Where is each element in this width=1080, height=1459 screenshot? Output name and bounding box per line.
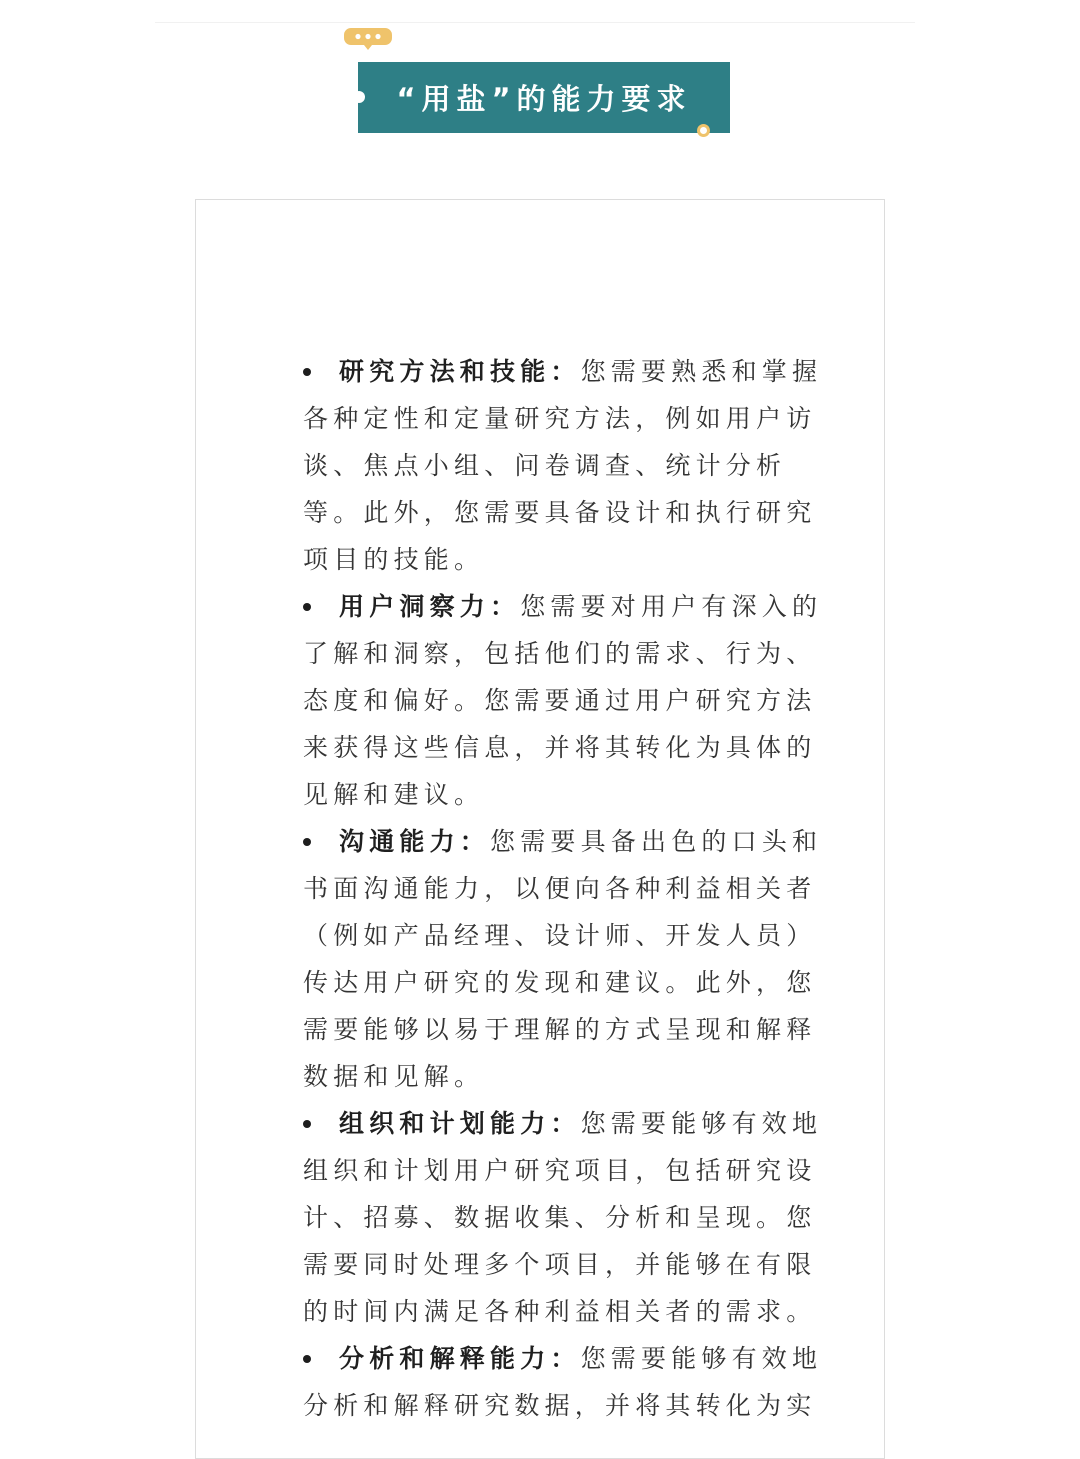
list-item — [303, 348, 831, 583]
item-body: 您需要能够有效地组织和计划用户研究项目，包括研究设计、招募、数据收集、分析和呈现。您需要同时处理多个项目，并能够在有限的时间内满足各种利益相关者的需求。 — [303, 1109, 823, 1326]
banner-notch-dot — [353, 91, 365, 103]
list-item — [303, 1335, 831, 1429]
list-item — [303, 818, 831, 1100]
item-body: 您需要对用户有深入的了解和洞察，包括他们的需求、行为、态度和偏好。您需要通过用户研究方法来获得这些信息，并将其转化为具体的见解和建议。 — [303, 592, 823, 809]
item-heading: 组织和计划能力： — [339, 1109, 581, 1138]
list-item — [303, 1100, 831, 1335]
list-item — [303, 583, 831, 818]
content-card — [195, 199, 885, 1459]
bullet-icon — [303, 838, 311, 846]
page-title: “用盐”的能力要求 — [396, 82, 692, 116]
item-heading: 分析和解释能力： — [339, 1344, 581, 1373]
item-heading: 研究方法和技能： — [339, 357, 581, 386]
bullet-icon — [303, 1355, 311, 1363]
item-heading: 沟通能力： — [339, 827, 491, 856]
top-divider — [155, 22, 915, 23]
title-banner — [358, 62, 730, 133]
item-heading: 用户洞察力： — [339, 592, 521, 621]
bullet-icon — [303, 368, 311, 376]
item-body: 您需要能够有效地分析和解释研究数据，并将其转化为实 — [303, 1344, 823, 1420]
speech-bubble-icon — [343, 27, 393, 51]
item-body: 您需要具备出色的口头和书面沟通能力，以便向各种利益相关者（例如产品经理、设计师、开发人员）传达用户研究的发现和建议。此外，您需要能够以易于理解的方式呈现和解释数据和见解。 — [303, 827, 823, 1091]
ability-list — [303, 348, 831, 1429]
bullet-icon — [303, 603, 311, 611]
bullet-icon — [303, 1120, 311, 1128]
banner-ring-decoration — [697, 124, 710, 137]
item-body: 您需要熟悉和掌握各种定性和定量研究方法，例如用户访谈、焦点小组、问卷调查、统计分析等。此外，您需要具备设计和执行研究项目的技能。 — [303, 357, 823, 574]
